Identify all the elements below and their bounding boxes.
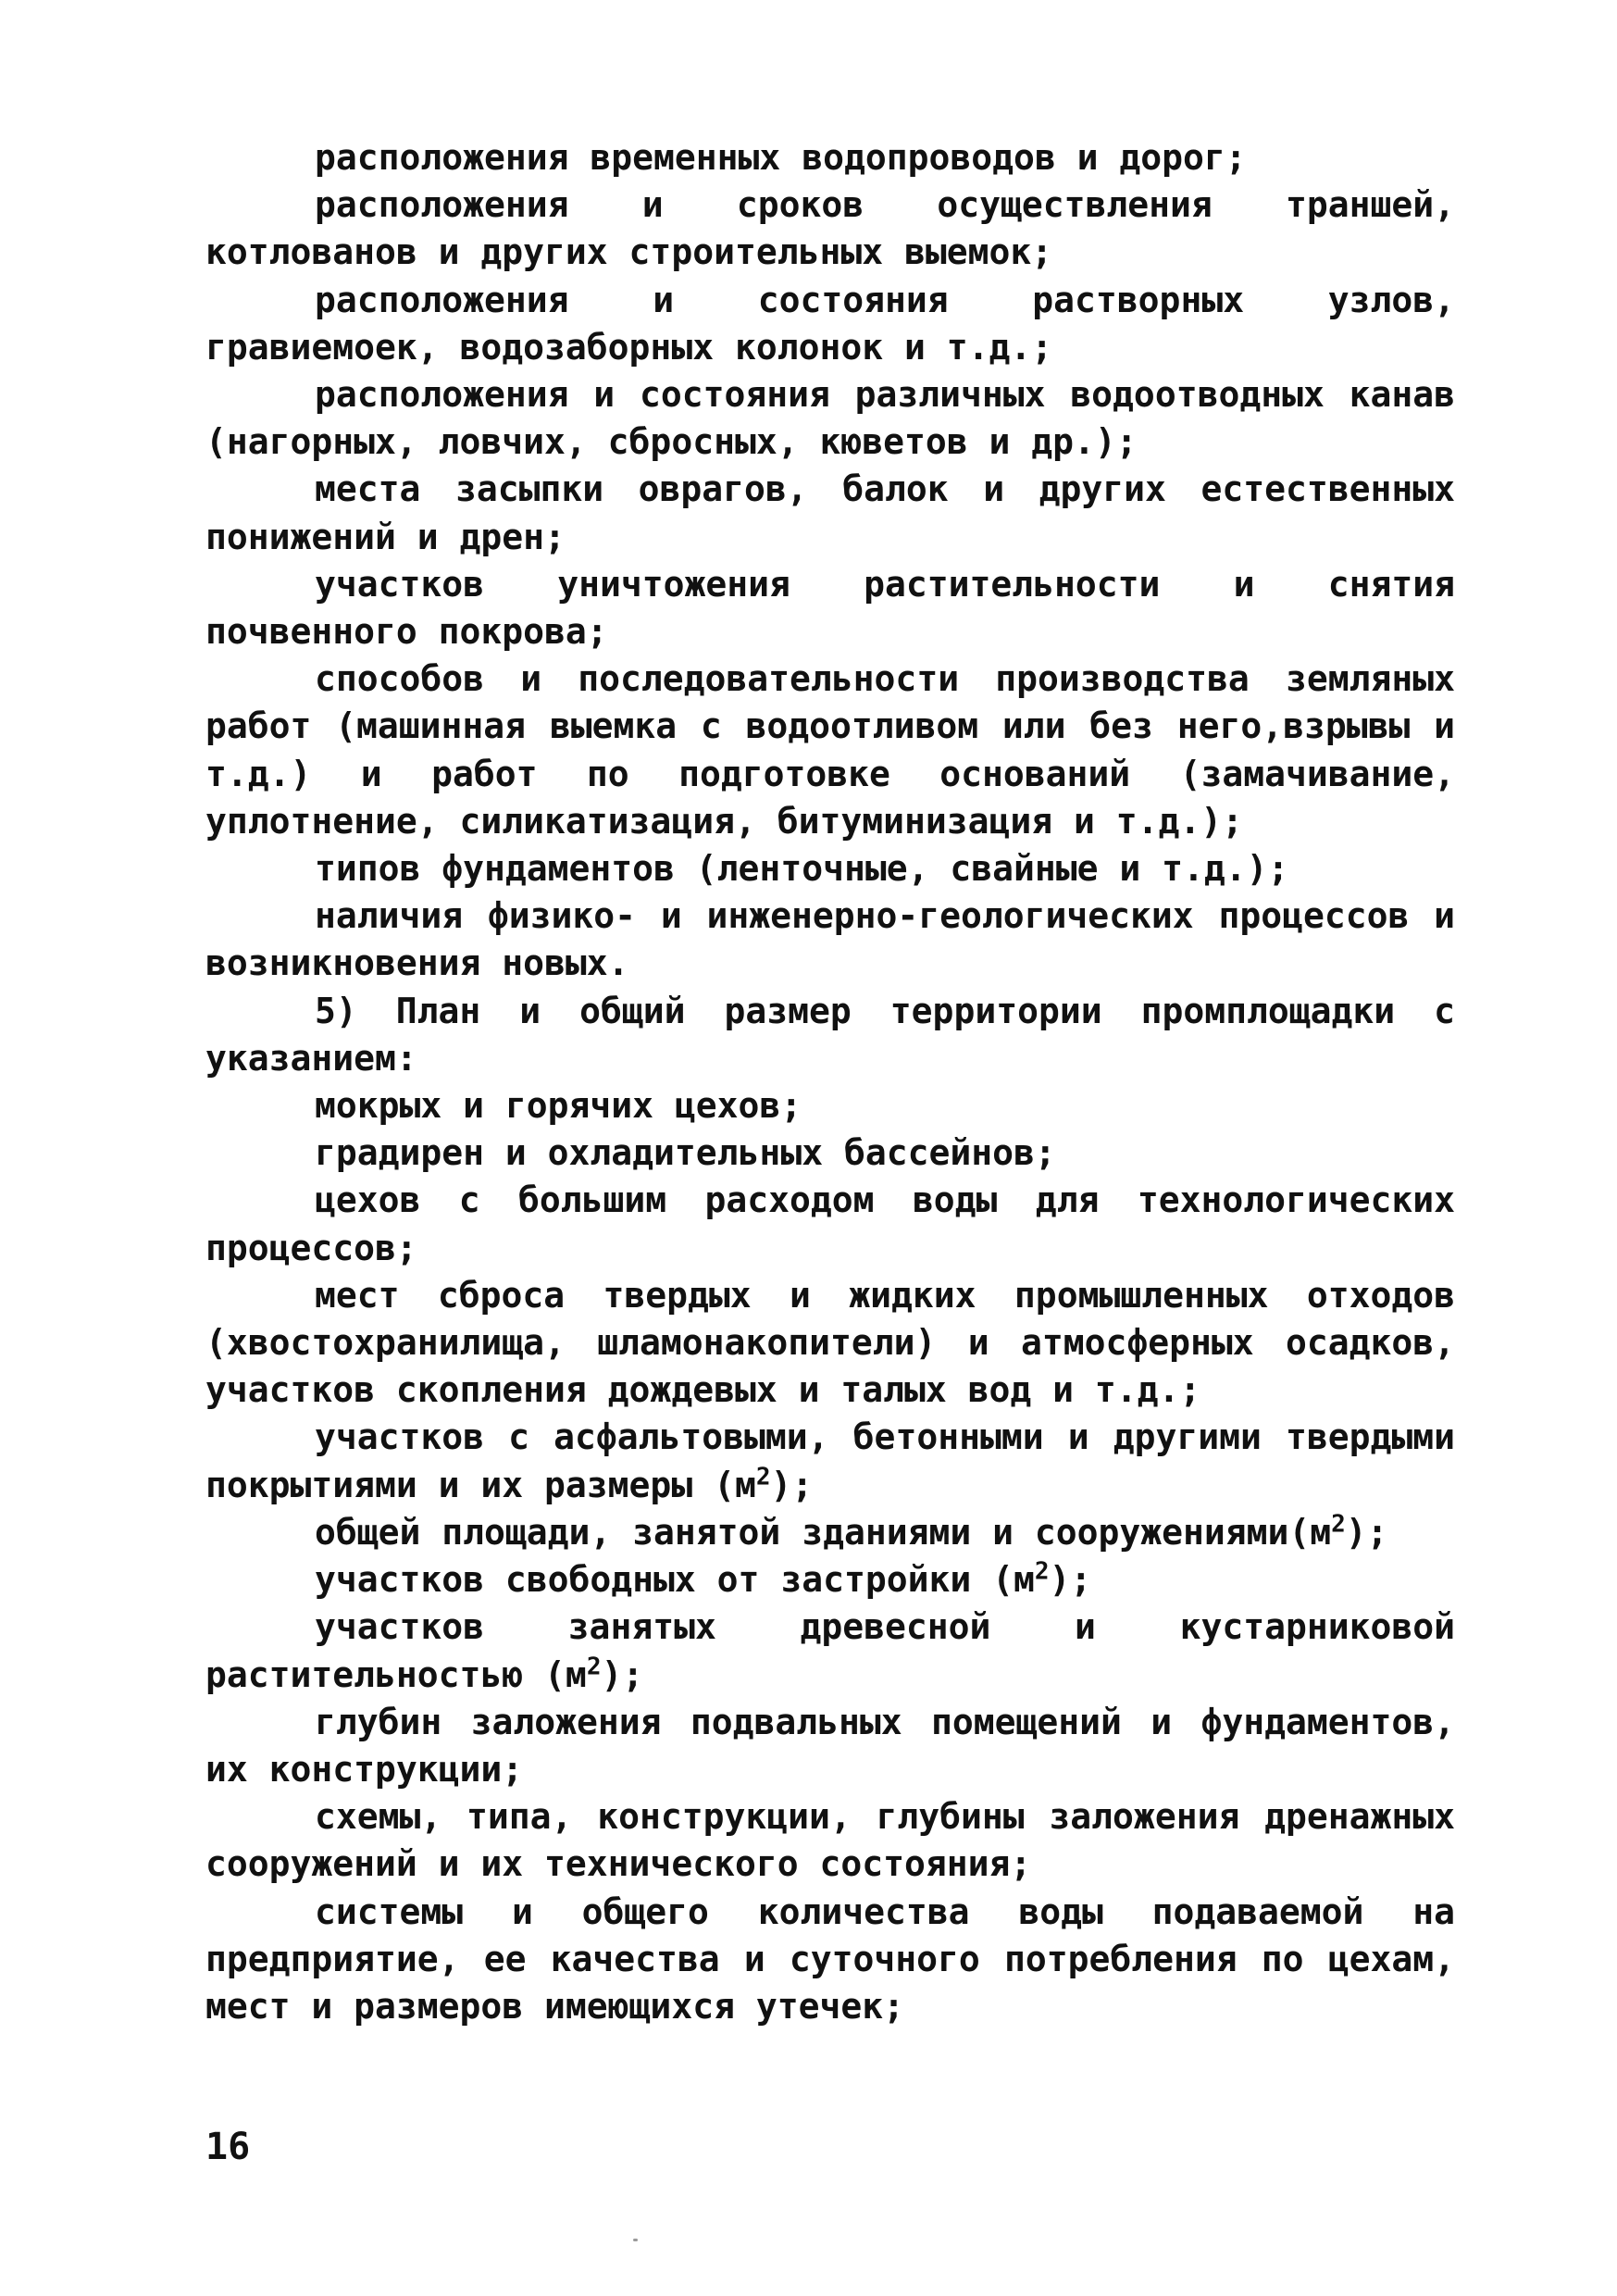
paragraph-7: способов и последовательности производства земляных работ (машинная выемка с водоотливом или без него,взрывы и т.д.) и работ по подготовке оснований (замачивание, уплотнение, силикатизация, битуминизация и т.д.); xyxy=(205,658,1455,842)
paragraph-21: системы и общего количества воды подаваемой на предприятие, ее качества и суточного потребления по цехам, мест и размеров имеющихся утечек; xyxy=(205,1890,1455,2027)
paragraph-1: расположения временных водопроводов и дорог; xyxy=(315,137,1247,178)
paragraph-14: мест сброса твердых и жидких промышленных отходов (хвостохранилища, шламонакопители) и атмосферных осадков, участков скопления дождевых и талых вод и т.д.; xyxy=(205,1274,1455,1411)
paragraph-3: расположения и состояния растворных узлов, гравиемоек, водозаборных колонок и т.д.; xyxy=(205,279,1455,368)
paragraph-20: схемы, типа, конструкции, глубины заложения дренажных сооружений и их технического состояния; xyxy=(205,1796,1455,1885)
paragraph-4: расположения и состояния различных водоотводных канав (нагорных, ловчих, сбросных, кюветов и др.); xyxy=(205,374,1455,463)
scan-speck xyxy=(633,2239,638,2241)
superscript: 2 xyxy=(586,1652,602,1680)
paragraph-9: наличия физико- и инженерно-геологических процессов и возникновения новых. xyxy=(205,895,1455,984)
paragraph-17: участков свободных от застройки $(м^2)$; xyxy=(315,1557,1092,1601)
body-text xyxy=(205,134,1455,2030)
paragraph-16: общей площади, занятой зданиями и $сооружениями(м^2)$; xyxy=(315,1510,1388,1553)
paragraph-10: 5) План и общий размер территории промплощадки с указанием: xyxy=(205,990,1455,1079)
paragraph-2: расположения и сроков осуществления траншей, котлованов и других строительных выемок; xyxy=(205,184,1455,273)
paragraph-15: участков с асфальтовыми, бетонными и другими твердыми покрытиями и их размеры $(м^2)$; xyxy=(205,1416,1455,1505)
paragraph-11: мокрых и горячих цехов; xyxy=(315,1085,802,1127)
paragraph-8: типов фундаментов (ленточные, свайные и т.д.); xyxy=(315,848,1289,890)
paragraph-5: места засыпки оврагов, балок и других естественных понижений и дрен; xyxy=(205,468,1455,557)
paragraph-6: участков уничтожения растительности и снятия почвенного покрова; xyxy=(205,563,1455,653)
superscript: 2 xyxy=(1331,1510,1346,1539)
superscript: 2 xyxy=(1034,1557,1050,1586)
paragraph-19: глубин заложения подвальных помещений и фундаментов, их конструкции; xyxy=(205,1701,1455,1790)
superscript: 2 xyxy=(755,1463,771,1491)
paragraph-18: участков занятых древесной и кустарниковой растительностью $(м^2)$; xyxy=(205,1606,1455,1695)
paragraph-12: градирен и охладительных бассейнов; xyxy=(315,1132,1056,1174)
paragraph-13: цехов с большим расходом воды для технологических процессов; xyxy=(205,1179,1455,1268)
page-number: 16 xyxy=(205,2126,251,2168)
